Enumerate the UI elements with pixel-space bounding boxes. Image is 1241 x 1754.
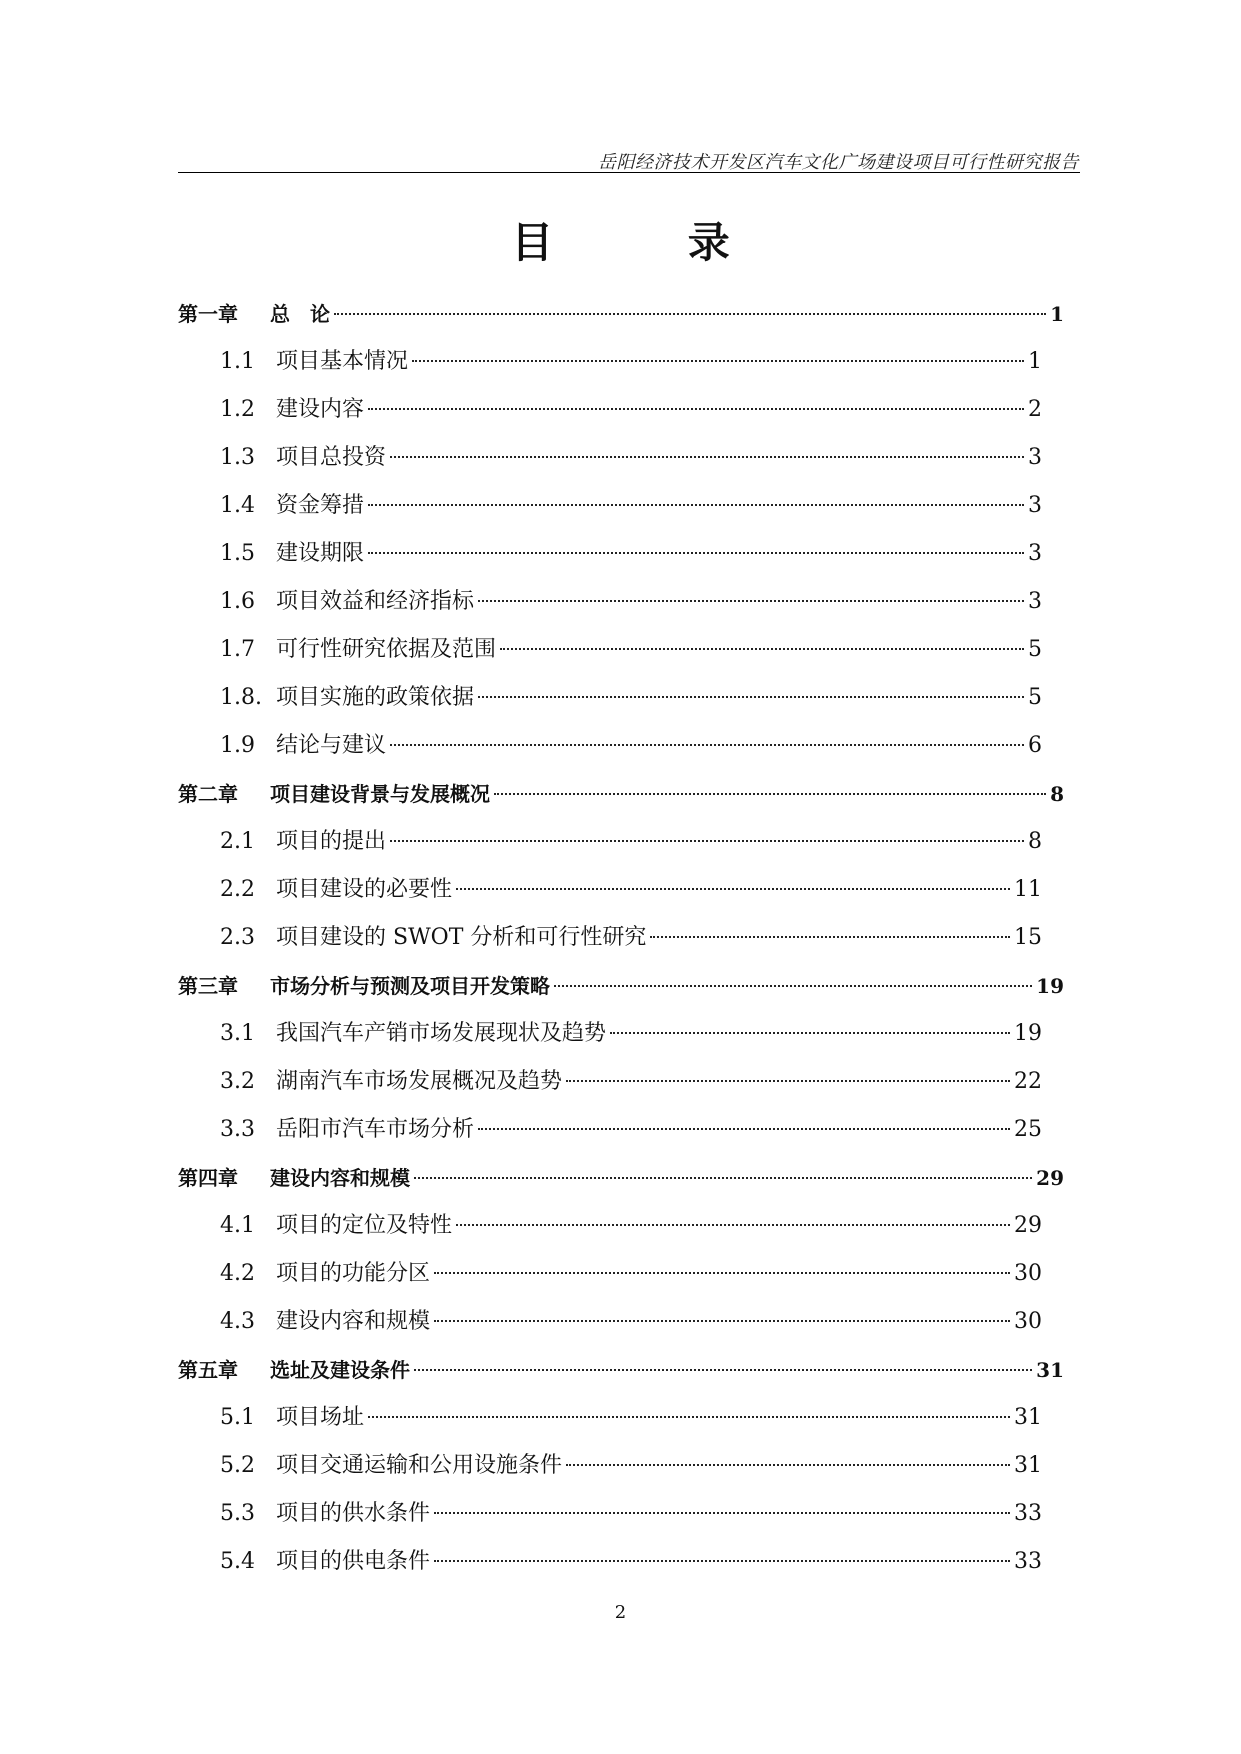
toc-section-entry[interactable] [178,1394,1042,1442]
toc-section-entry[interactable] [178,1202,1042,1250]
toc-dot-leader [334,313,1046,315]
toc-section-entry[interactable] [178,338,1042,386]
toc-entry-label: 结论与建议 [276,733,387,758]
toc-entry-label: 建设内容和规模 [270,1166,410,1190]
toc-entry-page: 5 [1028,685,1042,710]
toc-entry-number: 1.7 [220,637,255,662]
toc-dot-leader [390,840,1024,842]
toc-dot-leader [478,696,1024,698]
toc-section-entry[interactable] [178,818,1042,866]
toc-entry-label: 建设内容和规模 [276,1309,431,1334]
toc-dot-leader [434,1560,1010,1562]
toc-chapter-entry[interactable] [178,1154,1064,1202]
toc-entry-page: 29 [1014,1213,1042,1238]
toc-entry-label: 市场分析与预测及项目开发策略 [270,974,550,998]
toc-entry-number: 2.1 [220,829,255,854]
toc-entry-number: 3.3 [220,1117,255,1142]
toc-entry-label: 可行性研究依据及范围 [276,637,497,662]
toc-section-entry[interactable] [178,626,1042,674]
toc-entry-number: 第一章 [178,302,238,326]
toc-section-entry[interactable] [178,578,1042,626]
toc-entry-page: 5 [1028,637,1042,662]
toc-entry-page: 33 [1014,1549,1042,1574]
toc-entry-number: 第三章 [178,974,238,998]
toc-entry-label: 湖南汽车市场发展概况及趋势 [276,1069,563,1094]
toc-entry-label: 我国汽车产销市场发展现状及趋势 [276,1021,607,1046]
toc-section-entry[interactable] [178,1010,1042,1058]
toc-title: 目 录 [511,218,790,267]
toc-entry-label: 项目的供电条件 [276,1549,431,1574]
toc-section-entry[interactable] [178,866,1042,914]
toc-section-entry[interactable] [178,1058,1042,1106]
toc-entry-number: 5.1 [220,1405,255,1430]
toc-entry-label: 总 论 [270,302,330,326]
toc-entry-label: 项目总投资 [276,445,387,470]
toc-entry-number: 1.3 [220,445,255,470]
toc-dot-leader [500,648,1024,650]
toc-entry-page: 30 [1014,1309,1042,1334]
toc-entry-label: 项目的供水条件 [276,1501,431,1526]
toc-entry-label: 项目的提出 [276,829,387,854]
toc-dot-leader [368,1416,1010,1418]
toc-entry-number: 4.1 [220,1213,255,1238]
toc-dot-leader [434,1512,1010,1514]
toc-entry-page: 3 [1028,589,1042,614]
toc-entry-number: 5.2 [220,1453,255,1478]
toc-entry-label: 资金筹措 [276,493,365,518]
toc-section-entry[interactable] [178,482,1042,530]
toc-entry-page: 8 [1050,782,1064,806]
toc-entry-number: 第二章 [178,782,238,806]
toc-entry-label: 项目的定位及特性 [276,1213,453,1238]
toc-section-entry[interactable] [178,1106,1042,1154]
toc-entry-label: 项目建设的必要性 [276,877,453,902]
toc-dot-leader [566,1464,1010,1466]
toc-section-entry[interactable] [178,1298,1042,1346]
toc-section-entry[interactable] [178,530,1042,578]
toc-entry-page: 2 [1028,397,1042,422]
toc-entry-label: 项目建设背景与发展概况 [270,782,490,806]
toc-entry-label: 项目建设的 SWOT 分析和可行性研究 [276,925,647,950]
toc-dot-leader [478,1128,1010,1130]
page-number: 2 [614,1602,627,1623]
toc-entry-number: 1.6 [220,589,255,614]
toc-entry-page: 1 [1050,302,1064,326]
toc-chapter-entry[interactable] [178,290,1064,338]
toc-entry-page: 25 [1014,1117,1042,1142]
toc-entry-page: 1 [1028,349,1042,374]
toc-dot-leader [494,793,1046,795]
toc-entry-page: 30 [1014,1261,1042,1286]
toc-section-entry[interactable] [178,1490,1042,1538]
toc-entry-number: 第四章 [178,1166,238,1190]
toc-entry-label: 选址及建设条件 [270,1358,410,1382]
toc-section-entry[interactable] [178,722,1042,770]
toc-dot-leader [478,600,1024,602]
toc-section-entry[interactable] [178,386,1042,434]
toc-dot-leader [414,1369,1032,1371]
toc-dot-leader [650,936,1010,938]
toc-entry-label: 项目基本情况 [276,349,409,374]
toc-entry-number: 1.8. [220,685,262,710]
toc-entry-page: 31 [1036,1358,1064,1382]
toc-entry-number: 1.4 [220,493,255,518]
toc-entry-label: 项目场址 [276,1405,365,1430]
running-header: 岳阳经济技术开发区汽车文化广场建设项目可行性研究报告 [598,152,1079,173]
toc-chapter-entry[interactable] [178,962,1064,1010]
toc-dot-leader [434,1320,1010,1322]
toc-entry-number: 1.5 [220,541,255,566]
toc-entry-page: 6 [1028,733,1042,758]
toc-entry-page: 19 [1036,974,1064,998]
toc-chapter-entry[interactable] [178,1346,1064,1394]
toc-chapter-entry[interactable] [178,770,1064,818]
toc-dot-leader [434,1272,1010,1274]
toc-section-entry[interactable] [178,1250,1042,1298]
toc-entry-label: 岳阳市汽车市场分析 [276,1117,475,1142]
toc-entry-number: 3.1 [220,1021,255,1046]
toc-entry-number: 5.3 [220,1501,255,1526]
toc-dot-leader [566,1080,1010,1082]
toc-entry-page: 3 [1028,541,1042,566]
toc-entry-label: 建设内容 [276,397,365,422]
toc-dot-leader [456,888,1010,890]
toc-entry-number: 5.4 [220,1549,255,1574]
toc-entry-number: 1.2 [220,397,255,422]
toc-entry-page: 33 [1014,1501,1042,1526]
toc-entry-page: 15 [1014,925,1042,950]
toc-section-entry[interactable] [178,1442,1042,1490]
toc-entry-label: 项目效益和经济指标 [276,589,475,614]
toc-entry-number: 1.9 [220,733,255,758]
toc-entry-label: 项目的功能分区 [276,1261,431,1286]
toc-entry-number: 1.1 [220,349,255,374]
toc-entry-number: 2.3 [220,925,255,950]
toc-section-entry[interactable] [178,1538,1042,1586]
toc-section-entry[interactable] [178,434,1042,482]
toc-entry-page: 22 [1014,1069,1042,1094]
toc-dot-leader [390,744,1024,746]
toc-entry-page: 19 [1014,1021,1042,1046]
toc-entry-page: 29 [1036,1166,1064,1190]
toc-entry-page: 11 [1014,877,1042,902]
toc-dot-leader [368,552,1024,554]
toc-dot-leader [456,1224,1010,1226]
toc-dot-leader [610,1032,1010,1034]
toc-section-entry[interactable] [178,674,1042,722]
toc-section-entry[interactable] [178,914,1042,962]
toc-entry-number: 2.2 [220,877,255,902]
toc-entry-number: 4.3 [220,1309,255,1334]
toc-dot-leader [368,504,1024,506]
toc-entry-page: 31 [1014,1453,1042,1478]
toc-entry-number: 第五章 [178,1358,238,1382]
toc-entry-page: 31 [1014,1405,1042,1430]
toc-entry-label: 项目实施的政策依据 [276,685,475,710]
toc-entry-number: 4.2 [220,1261,255,1286]
toc-dot-leader [554,985,1032,987]
toc-entry-page: 3 [1028,445,1042,470]
table-of-contents [178,290,1064,1586]
toc-dot-leader [368,408,1024,410]
toc-dot-leader [412,360,1024,362]
toc-entry-label: 项目交通运输和公用设施条件 [276,1453,563,1478]
toc-entry-number: 3.2 [220,1069,255,1094]
toc-dot-leader [414,1177,1032,1179]
toc-entry-label: 建设期限 [276,541,365,566]
toc-entry-page: 3 [1028,493,1042,518]
header-rule [178,172,1080,173]
toc-entry-page: 8 [1028,829,1042,854]
toc-dot-leader [390,456,1024,458]
